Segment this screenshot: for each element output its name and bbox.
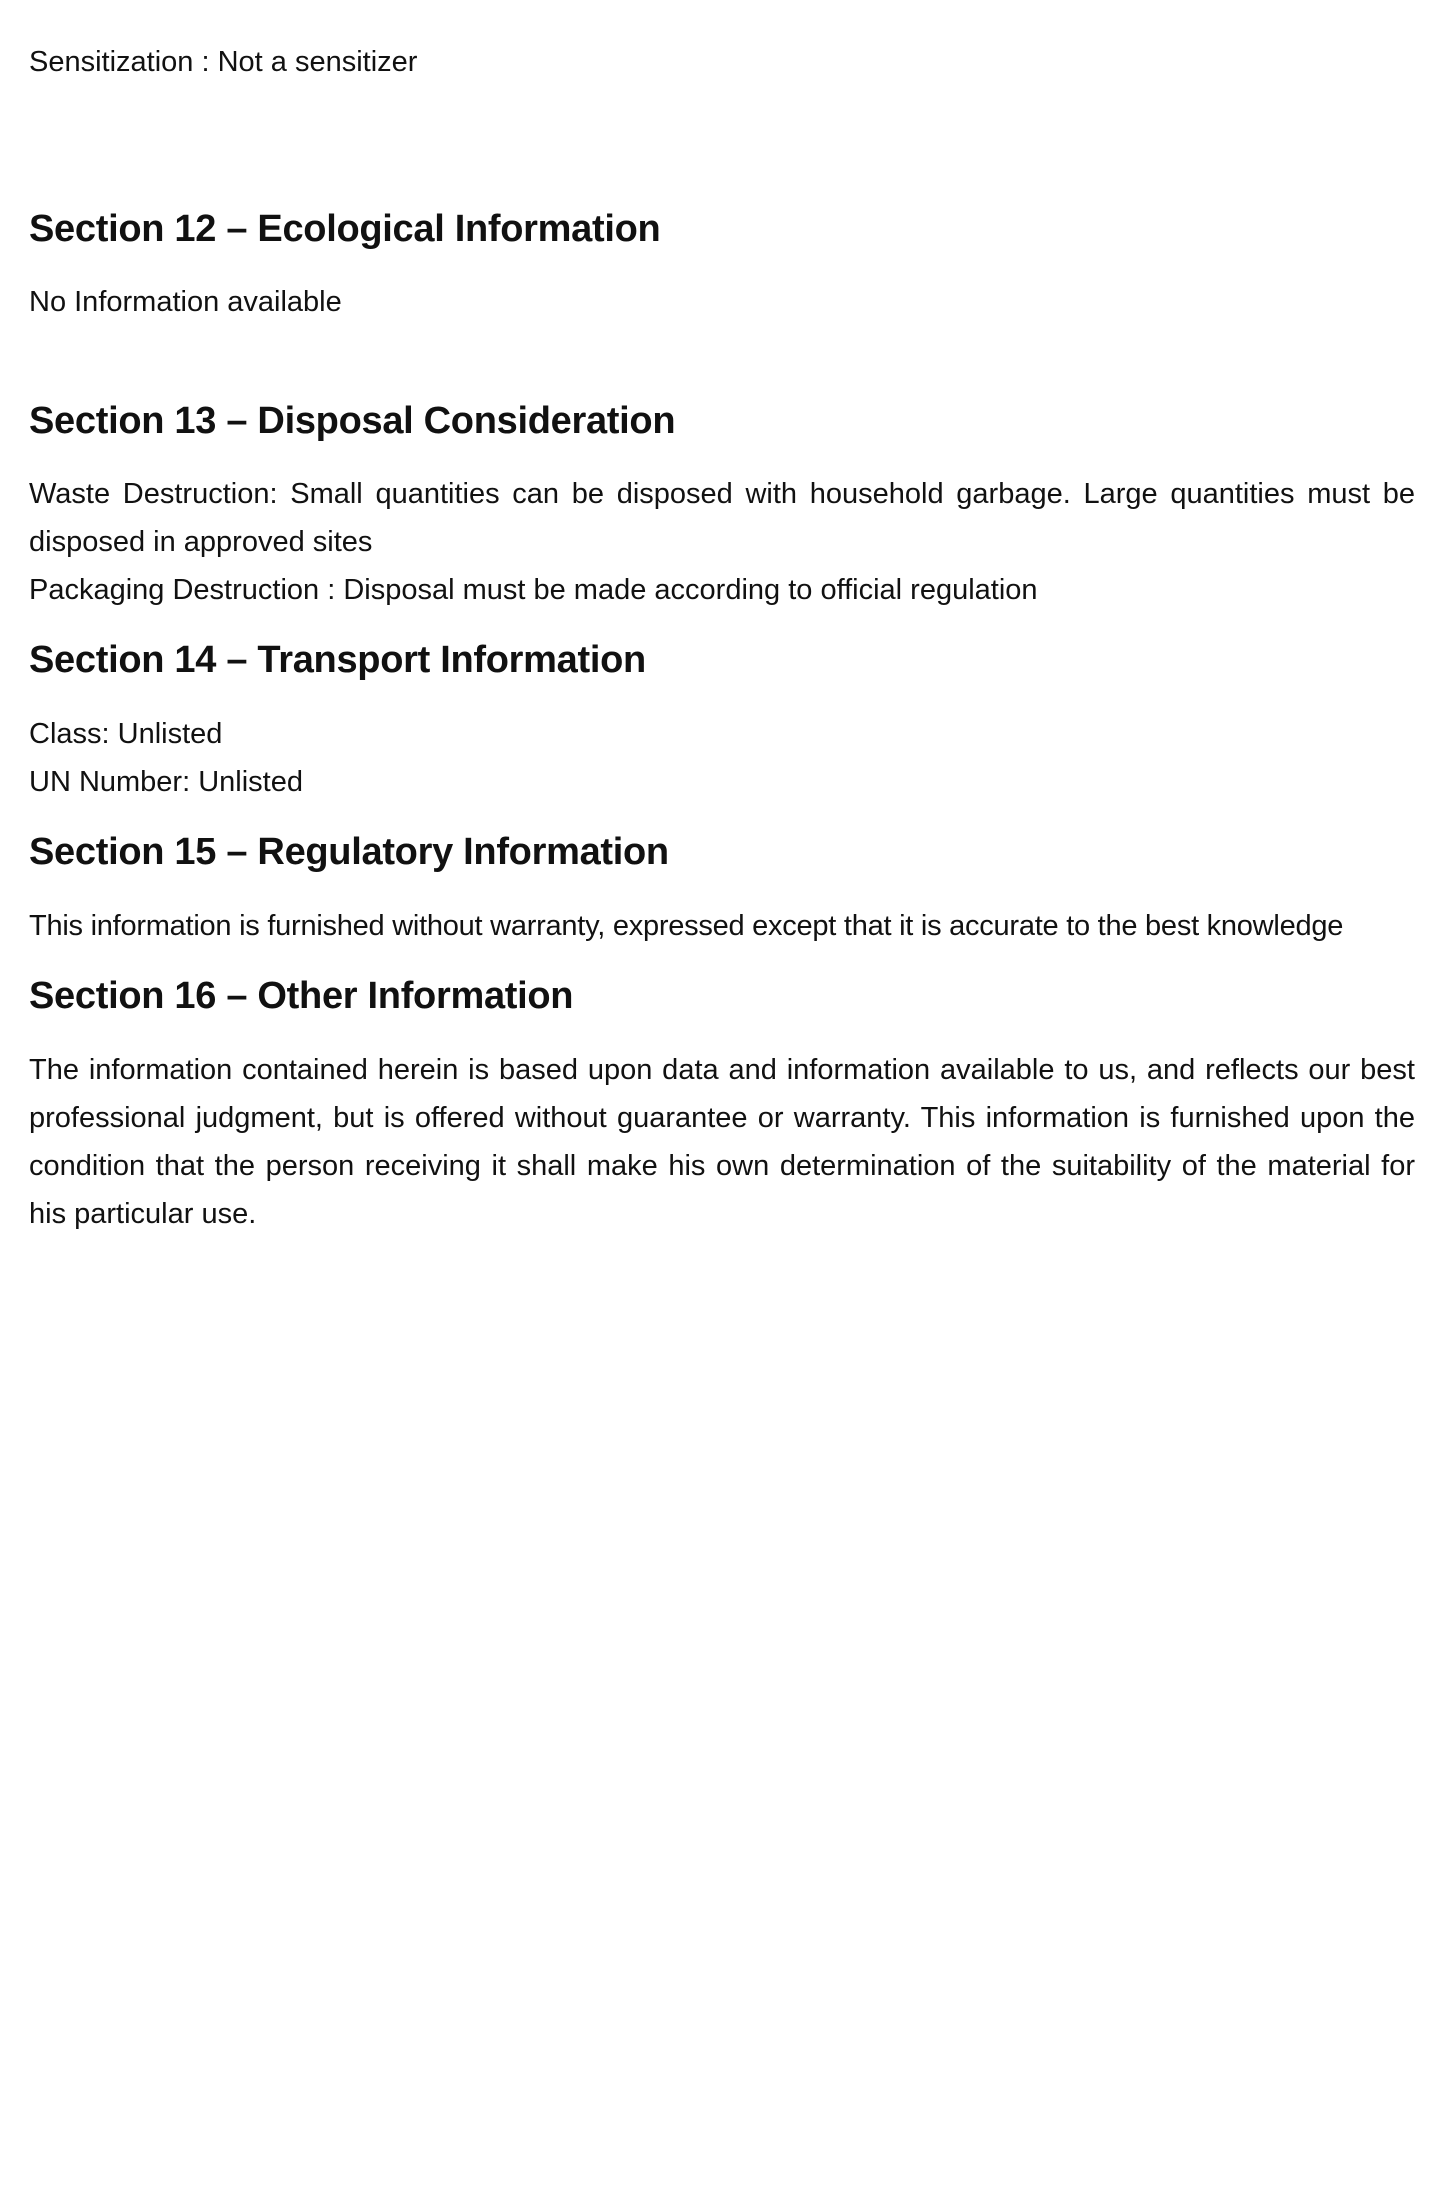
section-13-waste-destruction: Waste Destruction: Small quantities can be disposed with household garbage. Large quantities must be disposed in approved sites (29, 478, 1415, 558)
section-15-heading: Section 15 – Regulatory Information (29, 831, 669, 873)
section-15-body: This information is furnished without warranty, expressed except that it is accurate to the best knowledge (29, 910, 1344, 942)
section-14-un-number: UN Number: Unlisted (29, 766, 303, 798)
section-13-heading: Section 13 – Disposal Consideration (29, 400, 676, 442)
section-14-heading: Section 14 – Transport Information (29, 639, 646, 681)
section-16-body: The information contained herein is based upon data and information available to us, and reflects our best professional judgment, but is offered without guarantee or warranty. This information is furnished upon the condition that the person receiving it shall make his own determination of the suitability of the material for his particular use. (29, 1054, 1415, 1230)
section-13-packaging-destruction: Packaging Destruction : Disposal must be made according to official regulation (29, 574, 1038, 606)
section-16-heading: Section 16 – Other Information (29, 975, 574, 1017)
sensitization-line: Sensitization : Not a sensitizer (29, 46, 418, 78)
section-12-body: No Information available (29, 286, 342, 318)
section-12-heading: Section 12 – Ecological Information (29, 208, 661, 250)
section-14-class: Class: Unlisted (29, 718, 223, 750)
